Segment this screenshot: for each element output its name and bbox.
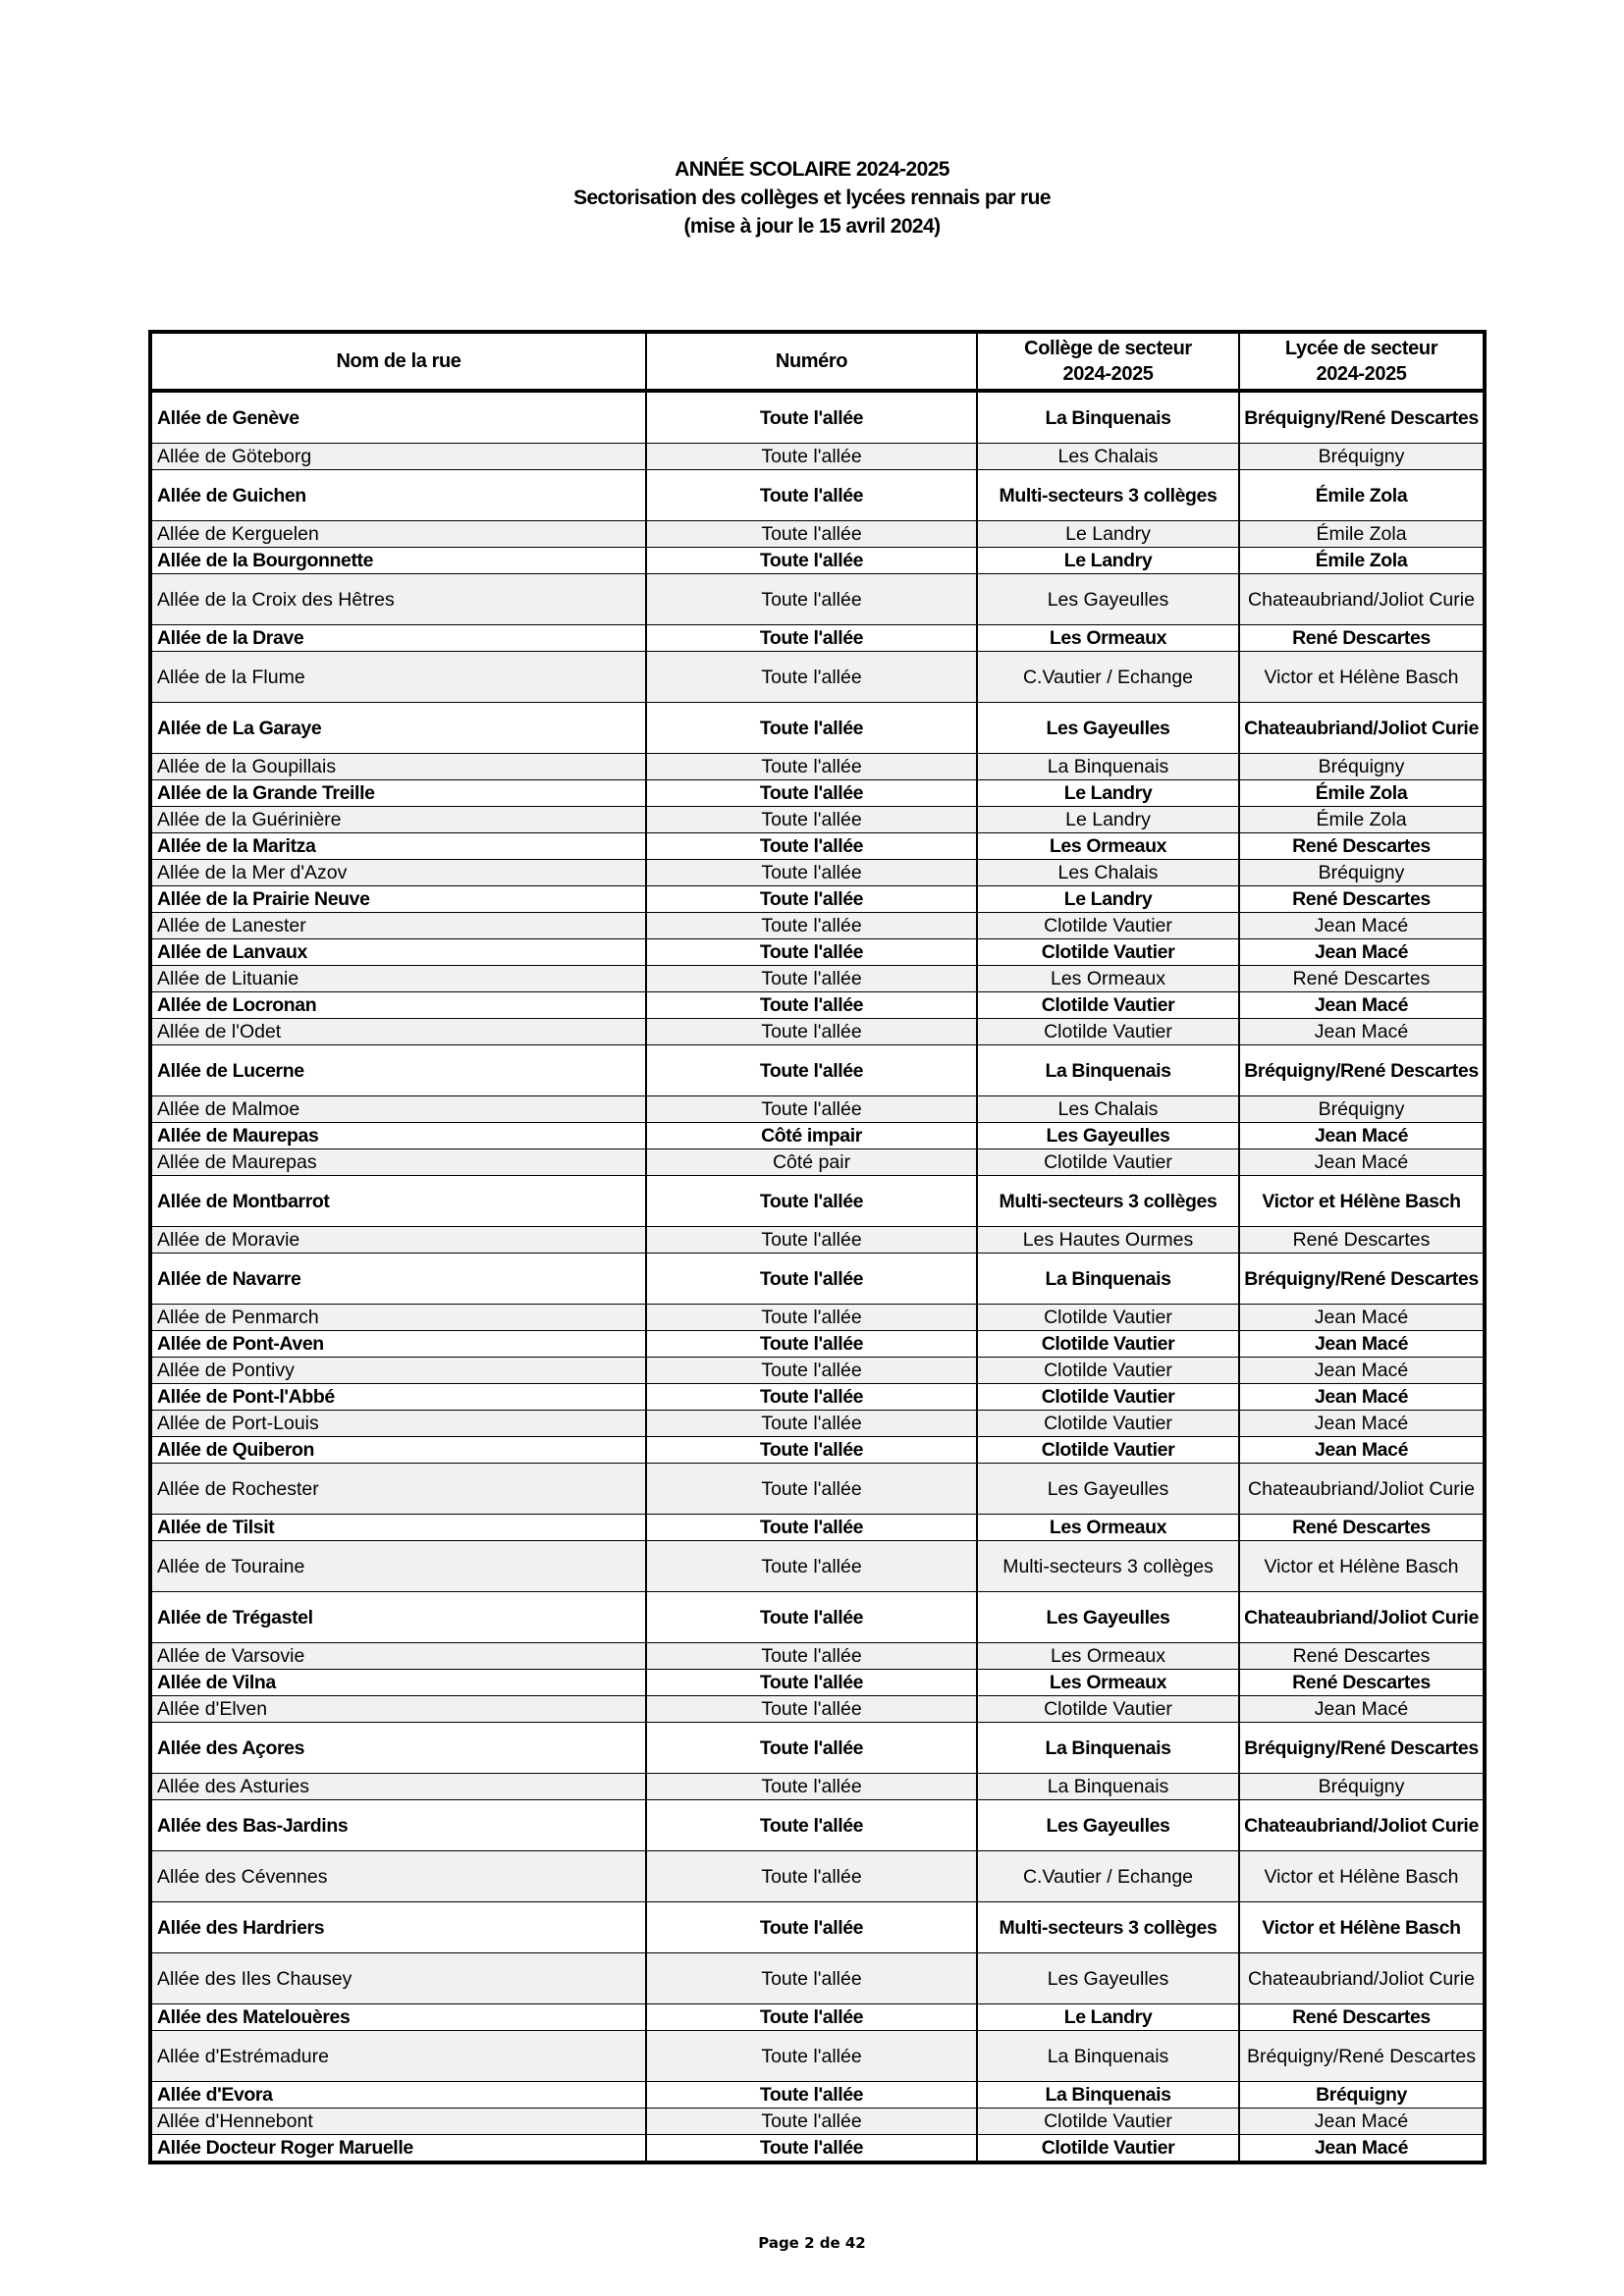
numero-cell: Toute l'allée: [646, 391, 977, 444]
college-cell: Multi-secteurs 3 collèges: [977, 1902, 1239, 1953]
numero-cell: Toute l'allée: [646, 703, 977, 754]
college-cell: Les Gayeulles: [977, 1592, 1239, 1643]
lycee-cell: Jean Macé: [1239, 1384, 1485, 1411]
numero-cell: Toute l'allée: [646, 1592, 977, 1643]
street-name-cell: Allée d'Estrémadure: [150, 2031, 646, 2082]
numero-cell: Toute l'allée: [646, 548, 977, 574]
lycee-cell: Victor et Hélène Basch: [1239, 1851, 1485, 1902]
street-name-cell: Allée de l'Odet: [150, 1019, 646, 1045]
street-name-cell: Allée Docteur Roger Maruelle: [150, 2135, 646, 2163]
street-name-cell: Allée de la Prairie Neuve: [150, 886, 646, 913]
street-name-cell: Allée de Maurepas: [150, 1123, 646, 1149]
lycee-cell: Jean Macé: [1239, 1019, 1485, 1045]
street-name-cell: Allée de Rochester: [150, 1464, 646, 1515]
street-name-cell: Allée des Iles Chausey: [150, 1953, 646, 2004]
street-name-cell: Allée de la Mer d'Azov: [150, 860, 646, 886]
table-row: [150, 652, 1485, 703]
lycee-cell: Bréquigny: [1239, 2082, 1485, 2109]
lycee-cell: Bréquigny/René Descartes: [1239, 2031, 1485, 2082]
street-name-cell: Allée de la Drave: [150, 625, 646, 652]
street-name-cell: Allée de Moravie: [150, 1227, 646, 1254]
college-cell: Les Gayeulles: [977, 703, 1239, 754]
numero-cell: Toute l'allée: [646, 521, 977, 548]
street-name-cell: Allée des Bas-Jardins: [150, 1800, 646, 1851]
numero-cell: Toute l'allée: [646, 1541, 977, 1592]
numero-cell: Toute l'allée: [646, 1643, 977, 1670]
numero-cell: Côté impair: [646, 1123, 977, 1149]
table-row: [150, 1643, 1485, 1670]
college-cell: Clotilde Vautier: [977, 1019, 1239, 1045]
table-row: [150, 1358, 1485, 1384]
numero-cell: Toute l'allée: [646, 1358, 977, 1384]
numero-cell: Toute l'allée: [646, 1096, 977, 1123]
table-row: [150, 1541, 1485, 1592]
college-cell: Le Landry: [977, 548, 1239, 574]
lycee-cell: Chateaubriand/Joliot Curie: [1239, 1464, 1485, 1515]
table-row: [150, 1176, 1485, 1227]
street-name-cell: Allée de la Maritza: [150, 833, 646, 860]
college-cell: Les Gayeulles: [977, 1464, 1239, 1515]
numero-cell: Toute l'allée: [646, 1045, 977, 1096]
street-name-cell: Allée de Montbarrot: [150, 1176, 646, 1227]
lycee-cell: Jean Macé: [1239, 2109, 1485, 2135]
lycee-cell: Jean Macé: [1239, 913, 1485, 939]
numero-cell: Toute l'allée: [646, 966, 977, 992]
table-row: [150, 444, 1485, 470]
lycee-cell: Bréquigny: [1239, 1774, 1485, 1800]
table-row: [150, 1515, 1485, 1541]
numero-cell: Toute l'allée: [646, 1723, 977, 1774]
lycee-cell: Chateaubriand/Joliot Curie: [1239, 1800, 1485, 1851]
lycee-cell: Émile Zola: [1239, 548, 1485, 574]
numero-cell: Toute l'allée: [646, 1305, 977, 1331]
street-name-cell: Allée de Tilsit: [150, 1515, 646, 1541]
table-row: [150, 1723, 1485, 1774]
table-row: [150, 625, 1485, 652]
numero-cell: Toute l'allée: [646, 2109, 977, 2135]
numero-cell: Toute l'allée: [646, 754, 977, 780]
street-name-cell: Allée de Pont-Aven: [150, 1331, 646, 1358]
table-row: [150, 2004, 1485, 2031]
table-row: [150, 913, 1485, 939]
numero-cell: Toute l'allée: [646, 1384, 977, 1411]
college-cell: La Binquenais: [977, 2082, 1239, 2109]
numero-cell: Toute l'allée: [646, 1176, 977, 1227]
numero-cell: Côté pair: [646, 1149, 977, 1176]
street-name-cell: Allée de Lanester: [150, 913, 646, 939]
lycee-cell: Victor et Hélène Basch: [1239, 1176, 1485, 1227]
college-cell: Les Chalais: [977, 860, 1239, 886]
header-lycee: Lycée de secteur 2024-2025: [1239, 332, 1485, 391]
table-row: [150, 2082, 1485, 2109]
table-row: [150, 521, 1485, 548]
street-name-cell: Allée des Cévennes: [150, 1851, 646, 1902]
street-name-cell: Allée de Lanvaux: [150, 939, 646, 966]
lycee-cell: Bréquigny: [1239, 754, 1485, 780]
numero-cell: Toute l'allée: [646, 2004, 977, 2031]
table-row: [150, 1800, 1485, 1851]
street-name-cell: Allée de Kerguelen: [150, 521, 646, 548]
numero-cell: Toute l'allée: [646, 1774, 977, 1800]
lycee-cell: Chateaubriand/Joliot Curie: [1239, 574, 1485, 625]
street-name-cell: Allée de la Croix des Hêtres: [150, 574, 646, 625]
lycee-cell: Jean Macé: [1239, 2135, 1485, 2163]
college-cell: Les Hautes Ourmes: [977, 1227, 1239, 1254]
street-name-cell: Allée de la Guérinière: [150, 807, 646, 833]
lycee-cell: Bréquigny: [1239, 444, 1485, 470]
lycee-cell: Jean Macé: [1239, 1331, 1485, 1358]
college-cell: Clotilde Vautier: [977, 913, 1239, 939]
table-row: [150, 1019, 1485, 1045]
college-cell: Clotilde Vautier: [977, 1696, 1239, 1723]
table-row: [150, 1331, 1485, 1358]
title-line-1: ANNÉE SCOLAIRE 2024-2025: [675, 158, 949, 181]
street-name-cell: Allée de Vilna: [150, 1670, 646, 1696]
college-cell: Multi-secteurs 3 collèges: [977, 1176, 1239, 1227]
numero-cell: Toute l'allée: [646, 886, 977, 913]
numero-cell: Toute l'allée: [646, 1696, 977, 1723]
numero-cell: Toute l'allée: [646, 2082, 977, 2109]
table-row: [150, 1696, 1485, 1723]
numero-cell: Toute l'allée: [646, 1515, 977, 1541]
lycee-cell: Jean Macé: [1239, 1149, 1485, 1176]
college-cell: Les Ormeaux: [977, 1643, 1239, 1670]
table-row: [150, 966, 1485, 992]
lycee-cell: Émile Zola: [1239, 780, 1485, 807]
street-name-cell: Allée de Lucerne: [150, 1045, 646, 1096]
street-name-cell: Allée de Maurepas: [150, 1149, 646, 1176]
table-row: [150, 1411, 1485, 1437]
table-row: [150, 754, 1485, 780]
numero-cell: Toute l'allée: [646, 625, 977, 652]
college-cell: Clotilde Vautier: [977, 1384, 1239, 1411]
lycee-cell: René Descartes: [1239, 1643, 1485, 1670]
table-header-row: [150, 332, 1485, 391]
college-cell: Multi-secteurs 3 collèges: [977, 1541, 1239, 1592]
lycee-cell: Chateaubriand/Joliot Curie: [1239, 703, 1485, 754]
college-cell: Clotilde Vautier: [977, 992, 1239, 1019]
table-row: [150, 1149, 1485, 1176]
street-name-cell: Allée de Malmoe: [150, 1096, 646, 1123]
street-name-cell: Allée de Locronan: [150, 992, 646, 1019]
college-cell: Le Landry: [977, 807, 1239, 833]
table-row: [150, 1384, 1485, 1411]
table-row: [150, 1902, 1485, 1953]
college-cell: Clotilde Vautier: [977, 1305, 1239, 1331]
table-row: [150, 1464, 1485, 1515]
college-cell: Clotilde Vautier: [977, 1331, 1239, 1358]
lycee-cell: Victor et Hélène Basch: [1239, 652, 1485, 703]
table-row: [150, 2109, 1485, 2135]
college-cell: Le Landry: [977, 2004, 1239, 2031]
lycee-cell: Jean Macé: [1239, 939, 1485, 966]
college-cell: Clotilde Vautier: [977, 1149, 1239, 1176]
numero-cell: Toute l'allée: [646, 939, 977, 966]
college-cell: La Binquenais: [977, 2031, 1239, 2082]
college-cell: Clotilde Vautier: [977, 1411, 1239, 1437]
header-nom-rue: Nom de la rue: [150, 332, 646, 391]
table-row: [150, 886, 1485, 913]
lycee-cell: Bréquigny/René Descartes: [1239, 1254, 1485, 1305]
college-cell: Les Ormeaux: [977, 966, 1239, 992]
table-row: [150, 703, 1485, 754]
table-row: [150, 1227, 1485, 1254]
street-name-cell: Allée d'Evora: [150, 2082, 646, 2109]
table-row: [150, 860, 1485, 886]
college-cell: Clotilde Vautier: [977, 939, 1239, 966]
numero-cell: Toute l'allée: [646, 444, 977, 470]
table-row: [150, 1305, 1485, 1331]
street-name-cell: Allée de Varsovie: [150, 1643, 646, 1670]
street-name-cell: Allée de Penmarch: [150, 1305, 646, 1331]
college-cell: Clotilde Vautier: [977, 2109, 1239, 2135]
numero-cell: Toute l'allée: [646, 780, 977, 807]
lycee-cell: René Descartes: [1239, 886, 1485, 913]
college-cell: Les Ormeaux: [977, 625, 1239, 652]
college-cell: C.Vautier / Echange: [977, 652, 1239, 703]
title-line-2: Sectorisation des collèges et lycées rennais par rue: [573, 187, 1051, 209]
lycee-cell: Bréquigny/René Descartes: [1239, 1045, 1485, 1096]
numero-cell: Toute l'allée: [646, 1227, 977, 1254]
street-name-cell: Allée de Navarre: [150, 1254, 646, 1305]
numero-cell: Toute l'allée: [646, 574, 977, 625]
college-cell: Le Landry: [977, 886, 1239, 913]
street-name-cell: Allée d'Elven: [150, 1696, 646, 1723]
table-row: [150, 1670, 1485, 1696]
lycee-cell: Bréquigny: [1239, 860, 1485, 886]
lycee-cell: Victor et Hélène Basch: [1239, 1541, 1485, 1592]
numero-cell: Toute l'allée: [646, 1411, 977, 1437]
street-name-cell: Allée des Matelouères: [150, 2004, 646, 2031]
college-cell: La Binquenais: [977, 1045, 1239, 1096]
lycee-cell: Jean Macé: [1239, 1411, 1485, 1437]
numero-cell: Toute l'allée: [646, 2135, 977, 2163]
street-name-cell: Allée de Lituanie: [150, 966, 646, 992]
college-cell: La Binquenais: [977, 1723, 1239, 1774]
lycee-cell: Jean Macé: [1239, 1358, 1485, 1384]
college-cell: La Binquenais: [977, 391, 1239, 444]
table-row: [150, 1123, 1485, 1149]
lycee-cell: Jean Macé: [1239, 1123, 1485, 1149]
table-row: [150, 1592, 1485, 1643]
street-name-cell: Allée de Pont-l'Abbé: [150, 1384, 646, 1411]
table-row: [150, 992, 1485, 1019]
college-cell: La Binquenais: [977, 1254, 1239, 1305]
college-cell: Le Landry: [977, 780, 1239, 807]
table-row: [150, 1774, 1485, 1800]
table-row: [150, 1254, 1485, 1305]
college-cell: Clotilde Vautier: [977, 1358, 1239, 1384]
lycee-cell: René Descartes: [1239, 966, 1485, 992]
college-cell: C.Vautier / Echange: [977, 1851, 1239, 1902]
table-row: [150, 833, 1485, 860]
college-cell: Les Gayeulles: [977, 1800, 1239, 1851]
sectorisation-table: [148, 330, 1487, 2164]
table-row: [150, 1437, 1485, 1464]
numero-cell: Toute l'allée: [646, 1019, 977, 1045]
college-cell: Multi-secteurs 3 collèges: [977, 470, 1239, 521]
table-row: [150, 1953, 1485, 2004]
street-name-cell: Allée de Pontivy: [150, 1358, 646, 1384]
table-row: [150, 780, 1485, 807]
lycee-cell: Émile Zola: [1239, 807, 1485, 833]
street-name-cell: Allée de Port-Louis: [150, 1411, 646, 1437]
numero-cell: Toute l'allée: [646, 1464, 977, 1515]
lycee-cell: Émile Zola: [1239, 470, 1485, 521]
lycee-cell: René Descartes: [1239, 625, 1485, 652]
numero-cell: Toute l'allée: [646, 860, 977, 886]
lycee-cell: René Descartes: [1239, 2004, 1485, 2031]
lycee-cell: Jean Macé: [1239, 1437, 1485, 1464]
table-row: [150, 548, 1485, 574]
numero-cell: Toute l'allée: [646, 652, 977, 703]
numero-cell: Toute l'allée: [646, 1670, 977, 1696]
numero-cell: Toute l'allée: [646, 1953, 977, 2004]
title-line-3: (mise à jour le 15 avril 2024): [683, 215, 941, 238]
document-title: [0, 155, 1624, 240]
numero-cell: Toute l'allée: [646, 1437, 977, 1464]
street-name-cell: Allée d'Hennebont: [150, 2109, 646, 2135]
numero-cell: Toute l'allée: [646, 1851, 977, 1902]
college-cell: Clotilde Vautier: [977, 2135, 1239, 2163]
lycee-cell: René Descartes: [1239, 1670, 1485, 1696]
college-cell: Les Chalais: [977, 1096, 1239, 1123]
lycee-cell: René Descartes: [1239, 1515, 1485, 1541]
street-name-cell: Allée de Guichen: [150, 470, 646, 521]
lycee-cell: Jean Macé: [1239, 1696, 1485, 1723]
header-college: Collège de secteur 2024-2025: [977, 332, 1239, 391]
college-cell: Clotilde Vautier: [977, 1437, 1239, 1464]
street-name-cell: Allée de la Goupillais: [150, 754, 646, 780]
college-cell: Les Gayeulles: [977, 1953, 1239, 2004]
numero-cell: Toute l'allée: [646, 807, 977, 833]
street-name-cell: Allée de Göteborg: [150, 444, 646, 470]
college-cell: Les Gayeulles: [977, 574, 1239, 625]
street-name-cell: Allée de Trégastel: [150, 1592, 646, 1643]
street-name-cell: Allée de Quiberon: [150, 1437, 646, 1464]
lycee-cell: Chateaubriand/Joliot Curie: [1239, 1592, 1485, 1643]
table-row: [150, 807, 1485, 833]
table-row: [150, 1096, 1485, 1123]
college-cell: La Binquenais: [977, 1774, 1239, 1800]
lycee-cell: René Descartes: [1239, 1227, 1485, 1254]
college-cell: Les Chalais: [977, 444, 1239, 470]
table-row: [150, 2031, 1485, 2082]
numero-cell: Toute l'allée: [646, 2031, 977, 2082]
lycee-cell: Émile Zola: [1239, 521, 1485, 548]
numero-cell: Toute l'allée: [646, 1331, 977, 1358]
table-row: [150, 1045, 1485, 1096]
college-cell: Les Ormeaux: [977, 833, 1239, 860]
numero-cell: Toute l'allée: [646, 833, 977, 860]
street-name-cell: Allée des Açores: [150, 1723, 646, 1774]
college-cell: Les Ormeaux: [977, 1515, 1239, 1541]
lycee-cell: Bréquigny/René Descartes: [1239, 391, 1485, 444]
college-cell: La Binquenais: [977, 754, 1239, 780]
street-name-cell: Allée de Genève: [150, 391, 646, 444]
numero-cell: Toute l'allée: [646, 992, 977, 1019]
table-row: [150, 391, 1485, 444]
lycee-cell: Bréquigny/René Descartes: [1239, 1723, 1485, 1774]
table-body: [150, 391, 1485, 2163]
table-row: [150, 574, 1485, 625]
table-row: [150, 2135, 1485, 2163]
table-row: [150, 470, 1485, 521]
street-name-cell: Allée des Asturies: [150, 1774, 646, 1800]
college-cell: Les Gayeulles: [977, 1123, 1239, 1149]
college-cell: Le Landry: [977, 521, 1239, 548]
table-row: [150, 939, 1485, 966]
street-name-cell: Allée de La Garaye: [150, 703, 646, 754]
lycee-cell: Jean Macé: [1239, 1305, 1485, 1331]
table-row: [150, 1851, 1485, 1902]
lycee-cell: Victor et Hélène Basch: [1239, 1902, 1485, 1953]
lycee-cell: Chateaubriand/Joliot Curie: [1239, 1953, 1485, 2004]
lycee-cell: René Descartes: [1239, 833, 1485, 860]
numero-cell: Toute l'allée: [646, 1902, 977, 1953]
numero-cell: Toute l'allée: [646, 1800, 977, 1851]
college-cell: Les Ormeaux: [977, 1670, 1239, 1696]
page-number: Page 2 de 42: [758, 2234, 866, 2252]
street-name-cell: Allée des Hardriers: [150, 1902, 646, 1953]
street-name-cell: Allée de la Flume: [150, 652, 646, 703]
numero-cell: Toute l'allée: [646, 913, 977, 939]
street-name-cell: Allée de Touraine: [150, 1541, 646, 1592]
street-name-cell: Allée de la Grande Treille: [150, 780, 646, 807]
street-name-cell: Allée de la Bourgonnette: [150, 548, 646, 574]
numero-cell: Toute l'allée: [646, 470, 977, 521]
header-numero: Numéro: [646, 332, 977, 391]
numero-cell: Toute l'allée: [646, 1254, 977, 1305]
lycee-cell: Bréquigny: [1239, 1096, 1485, 1123]
lycee-cell: Jean Macé: [1239, 992, 1485, 1019]
